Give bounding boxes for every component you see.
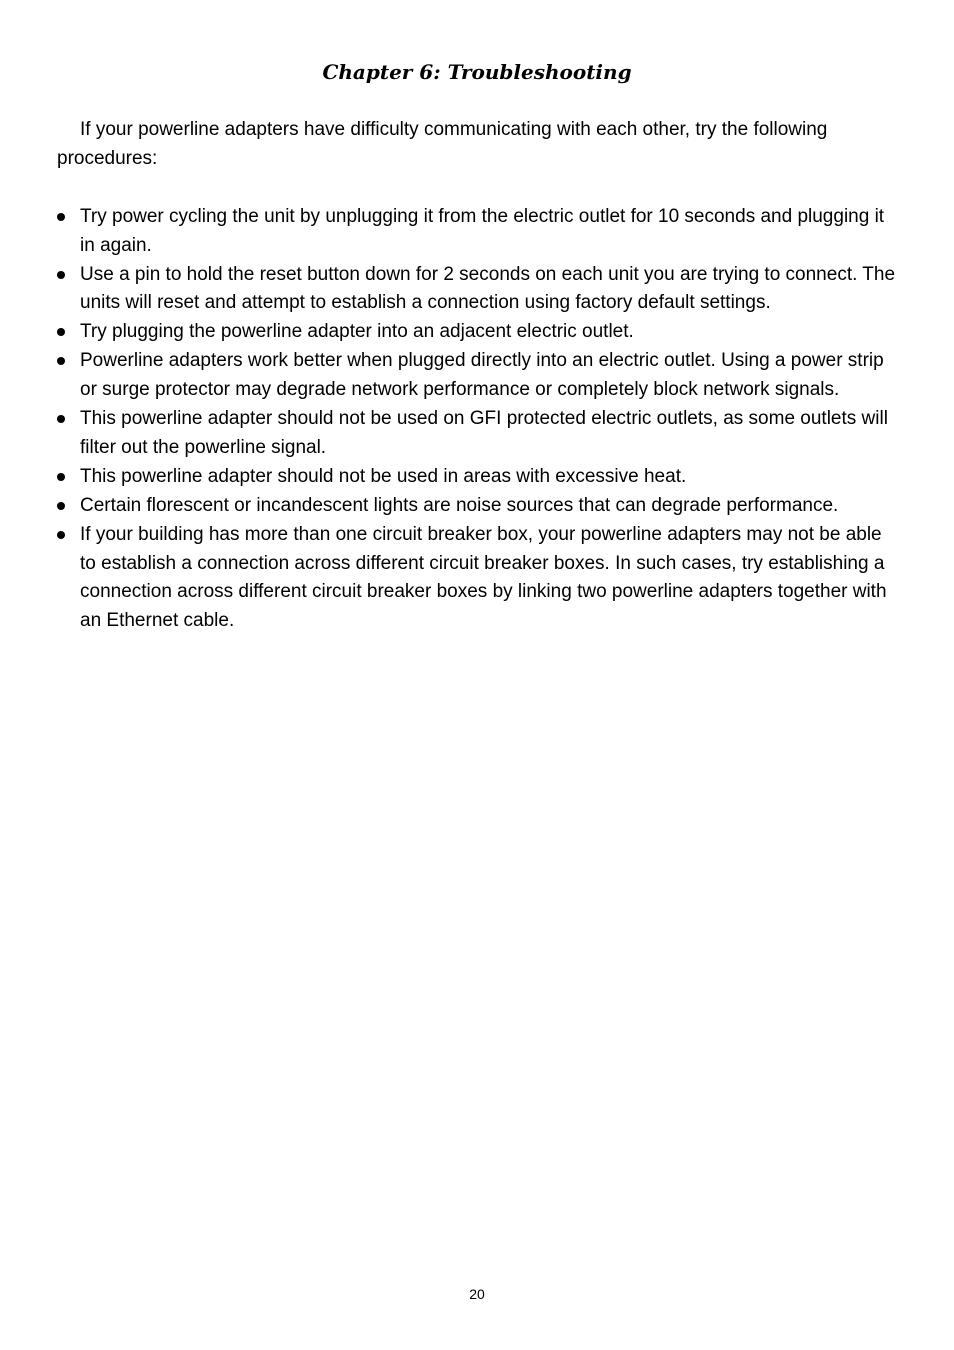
list-item-text: Try plugging the powerline adapter into an adjacent electric outlet.: [80, 321, 634, 343]
page-number: 20: [469, 1286, 485, 1302]
intro-paragraph: If your powerline adapters have difficulty communicating with each other, try the following procedures:: [57, 119, 828, 169]
bullet-icon: [57, 328, 65, 336]
list-item-text: Use a pin to hold the reset button down for 2 seconds on each unit you are trying to connect. The units will reset and attempt to establish a connection using factory default settings.: [80, 263, 896, 314]
list-item: [57, 318, 897, 347]
list-item: [57, 405, 897, 462]
list-item: [57, 492, 897, 521]
bullet-icon: [57, 357, 65, 365]
list-item: [57, 261, 897, 318]
bullet-icon: [57, 271, 65, 279]
bullet-icon: [57, 473, 65, 481]
list-item: [57, 521, 897, 635]
list-item: [57, 347, 897, 404]
bullet-icon: [57, 415, 65, 423]
list-item-text: Certain florescent or incandescent lights are noise sources that can degrade performance.: [80, 494, 839, 516]
list-item: [57, 203, 897, 260]
list-item-text: This powerline adapter should not be used on GFI protected electric outlets, as some outlets will filter out the powerline signal.: [80, 408, 888, 458]
chapter-title: Chapter 6: Troubleshooting: [322, 60, 632, 84]
list-item: [57, 463, 897, 492]
list-item-text: This powerline adapter should not be used in areas with excessive heat.: [80, 465, 687, 487]
list-item-text: Try power cycling the unit by unplugging it from the electric outlet for 10 seconds and plugging it in again.: [80, 206, 885, 256]
bullet-icon: [57, 502, 65, 510]
list-item-text: Powerline adapters work better when plugged directly into an electric outlet. Using a power strip or surge protector may degrade network performance or completely block network signals.: [80, 350, 884, 401]
bullet-icon: [57, 531, 65, 539]
list-item-text: If your building has more than one circuit breaker box, your powerline adapters may not be able to establish a connection across different circuit breaker boxes. In such cases, try establishing a connection across different circuit breaker boxes by linking two powerline adapters together with an Ethernet cable.: [80, 524, 887, 631]
troubleshooting-list: [57, 203, 897, 636]
bullet-icon: [57, 213, 65, 221]
